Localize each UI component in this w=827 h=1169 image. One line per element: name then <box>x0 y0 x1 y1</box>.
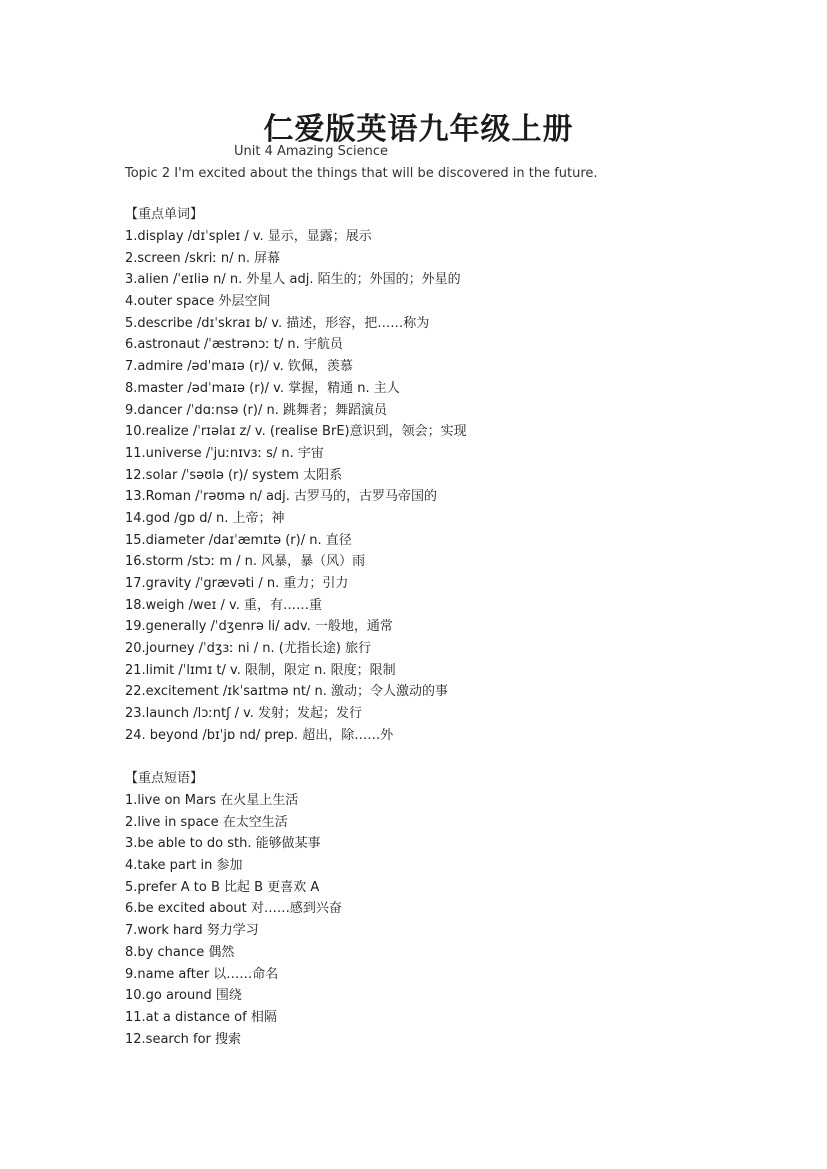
vocabulary-item: 11.universe /ˈjuːnɪvɜː s/ n. 宇宙 <box>125 445 324 461</box>
vocabulary-item: 4.outer space 外层空间 <box>125 294 271 310</box>
vocabulary-item: 9.dancer /ˈdɑːnsə (r)/ n. 跳舞者；舞蹈演员 <box>125 402 387 418</box>
vocabulary-item: 10.realize /ˈrɪəlaɪ z/ v. (realise BrE)意识到，领会；实现 <box>125 424 467 440</box>
vocabulary-item: 14.god /gɒ d/ n. 上帝；神 <box>125 510 285 526</box>
phrase-item: 11.at a distance of 相隔 <box>125 1009 277 1025</box>
phrase-item: 8.by chance 偶然 <box>125 944 235 960</box>
vocabulary-item: 20.journey /ˈdʒɜː ni / n. (尤指长途) 旅行 <box>125 641 372 657</box>
vocabulary-item: 8.master /ədˈmaɪə (r)/ v. 掌握，精通 n. 主人 <box>125 380 400 396</box>
phrase-item: 9.name after 以……命名 <box>125 966 279 982</box>
phrase-item: 5.prefer A to B 比起 B 更喜欢 A <box>125 879 320 895</box>
vocabulary-list <box>125 226 467 747</box>
vocabulary-item: 6.astronaut /ˈæstrənɔː t/ n. 宇航员 <box>125 337 343 353</box>
phrase-item: 2.live in space 在太空生活 <box>125 814 288 830</box>
vocabulary-item: 22.excitement /ɪkˈsaɪtmə nt/ n. 激动；令人激动的事 <box>125 684 449 700</box>
vocabulary-item: 21.limit /ˈlɪmɪ t/ v. 限制，限定 n. 限度；限制 <box>125 662 396 678</box>
phrases-section <box>125 768 342 1050</box>
vocabulary-item: 3.alien /ˈeɪliə n/ n. 外星人 adj. 陌生的；外国的；外星的 <box>125 272 461 288</box>
vocabulary-heading: 【重点单词】 <box>125 207 204 222</box>
vocabulary-item: 18.weigh /weɪ / v. 重，有……重 <box>125 597 322 613</box>
phrase-item: 6.be excited about 对……感到兴奋 <box>125 901 342 917</box>
phrases-list <box>125 790 342 1050</box>
vocabulary-item: 17.gravity /ˈgrævəti / n. 重力；引力 <box>125 576 349 591</box>
vocabulary-item: 19.generally /ˈdʒenrə li/ adv. 一般地，通常 <box>125 619 393 635</box>
vocabulary-item: 2.screen /skriː n/ n. 屏幕 <box>125 250 281 266</box>
vocabulary-item: 1.display /dɪˈspleɪ / v. 显示，显露；展示 <box>125 229 372 244</box>
vocabulary-item: 15.diameter /daɪˈæmɪtə (r)/ n. 直径 <box>125 532 352 548</box>
phrase-item: 12.search for 搜索 <box>125 1031 241 1047</box>
phrases-heading: 【重点短语】 <box>125 771 204 786</box>
phrase-item: 1.live on Mars 在火星上生活 <box>125 793 299 808</box>
phrase-item: 10.go around 围绕 <box>125 988 242 1004</box>
phrase-item: 4.take part in 参加 <box>125 858 243 874</box>
vocabulary-item: 12.solar /ˈsəʊlə (r)/ system 太阳系 <box>125 467 343 483</box>
page-title: 仁爱版英语九年级上册 <box>263 112 574 147</box>
vocabulary-item: 13.Roman /ˈrəʊmə n/ adj. 古罗马的，古罗马帝国的 <box>125 489 438 505</box>
vocabulary-item: 5.describe /dɪˈskraɪ b/ v. 描述，形容，把……称为 <box>125 315 430 331</box>
vocabulary-item: 23.launch /lɔːntʃ / v. 发射；发起；发行 <box>125 706 363 722</box>
phrase-item: 7.work hard 努力学习 <box>125 923 259 939</box>
vocabulary-item: 16.storm /stɔː m / n. 风暴，暴（风）雨 <box>125 554 366 570</box>
vocabulary-item: 24. beyond /bɪˈjɒ nd/ prep. 超出，除……外 <box>125 727 394 743</box>
phrase-item: 3.be able to do sth. 能够做某事 <box>125 836 321 852</box>
unit-subtitle: Unit 4 Amazing Science <box>234 144 388 159</box>
topic-subtitle: Topic 2 I'm excited about the things that will be discovered in the future. <box>125 166 598 181</box>
vocabulary-item: 7.admire /ədˈmaɪə (r)/ v. 钦佩，羡慕 <box>125 359 353 375</box>
vocabulary-section <box>125 204 467 747</box>
